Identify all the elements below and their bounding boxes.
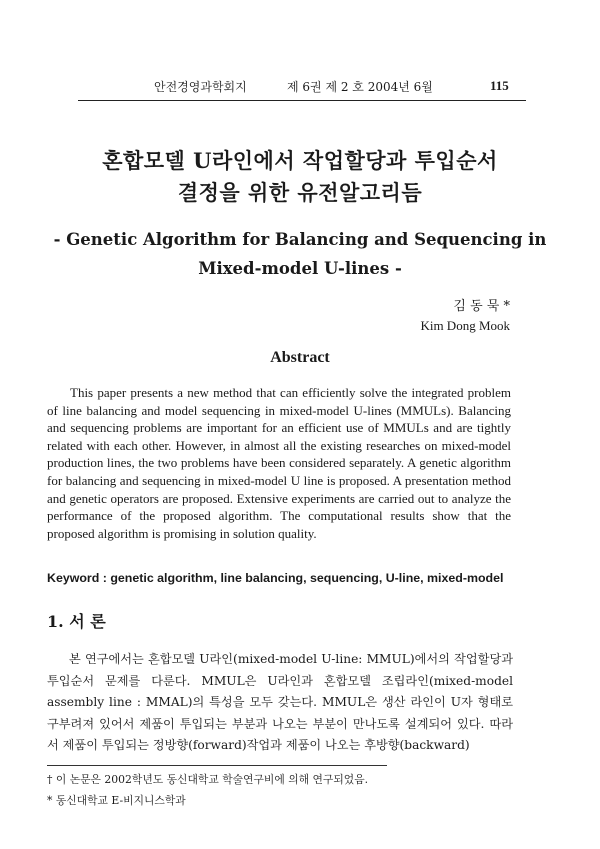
title-korean-line-1: 혼합모델 U라인에서 작업할당과 투입순서 xyxy=(102,148,498,173)
section-body xyxy=(47,649,513,757)
abstract-heading: Abstract xyxy=(270,349,330,366)
issue-info: 제 6권 제 2 호 2004년 6월 xyxy=(287,80,433,94)
footnote-funding: † 이 논문은 2002학년도 동신대학교 학술연구비에 의해 연구되었음. xyxy=(47,773,369,786)
page-number: 115 xyxy=(490,78,509,93)
author-english: Kim Dong Mook xyxy=(420,318,510,333)
journal-name: 안전경영과학회지 xyxy=(154,80,247,94)
footnote-affiliation: * 동신대학교 E-비지니스학과 xyxy=(47,794,186,807)
running-header xyxy=(0,78,600,98)
section-heading: 1. 서 론 xyxy=(47,612,106,631)
title-korean-line-2: 결정을 위한 유전알고리듬 xyxy=(177,180,423,205)
header-rule xyxy=(78,100,526,101)
footnote-rule xyxy=(47,765,387,766)
author-korean: 김 동 묵 * xyxy=(453,299,510,314)
section-text: 본 연구에서는 혼합모델 U라인(mixed-model U-line: MMUL)에서의 작업할당과 투입순서 문제를 다룬다. MMUL은 U라인과 혼합모델 조립라인(mixed-model assembly line : MMAL)의 특성을 모두 갖는다. MMUL은 생산 라인이 U자 형태로 구부려져 있어서 제품이 투입되는 부분과 나오는 부분이 만나도록 설계되어 있다. 따라서 제품이 투입되는 정방향(forward)작업과 제품이 나오는 후방향(backward) xyxy=(47,652,513,753)
keywords: Keyword : genetic algorithm, line balancing, sequencing, U-line, mixed-model xyxy=(47,571,504,585)
title-english-line-1: - Genetic Algorithm for Balancing and Sequencing in xyxy=(53,230,547,249)
abstract-body xyxy=(47,384,511,542)
title-english-line-2: Mixed-model U-lines - xyxy=(198,259,402,278)
abstract-text: This paper presents a new method that can efficiently solve the integrated problem of line balancing and model sequencing in mixed-model U-lines (MMULs). Balancing and sequencing problems are important for an efficient use of MMULs and are tightly related with each other. However, in almost all the existing researches on mixed-model production lines, the two problems have been considered separately. A genetic algorithm for balancing and sequencing in mixed-model U line is proposed. A presentation method and genetic operators are proposed. Extensive experiments are carried out to analyze the performance of the proposed algorithm. The computational results show that the proposed algorithm is promising in solution quality. xyxy=(47,385,511,541)
